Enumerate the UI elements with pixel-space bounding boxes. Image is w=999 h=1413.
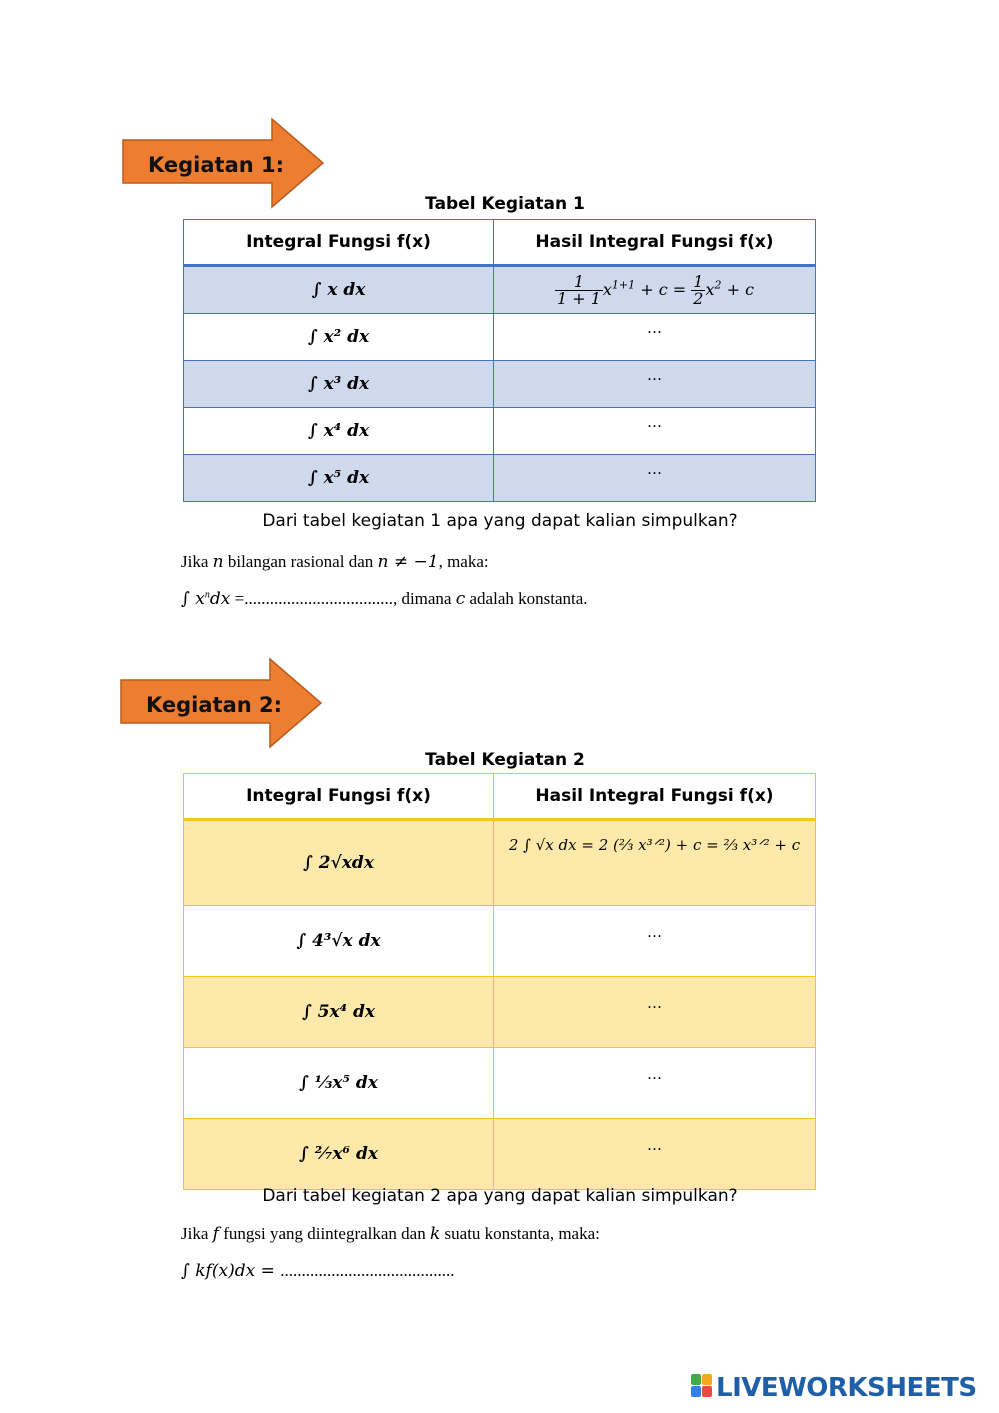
answer-blank[interactable]: … (494, 1048, 816, 1119)
column-header-result: Hasil Integral Fungsi f(x) (494, 774, 816, 820)
integral-cell: ∫ 4³√x dx (184, 906, 494, 977)
brand-name: LIVEWORKSHEETS (716, 1373, 977, 1403)
table-caption-2: Tabel Kegiatan 2 (425, 750, 585, 770)
table-kegiatan-2 (183, 773, 816, 1190)
column-header-integral: Integral Fungsi f(x) (184, 774, 494, 820)
integral-cell: ∫ x⁴ dx (184, 408, 494, 455)
question-2: Dari tabel kegiatan 2 apa yang dapat kalian simpulkan? (262, 1186, 738, 1206)
integral-cell: ∫ 2√xdx (184, 820, 494, 906)
integral-cell: ∫ x dx (184, 266, 494, 314)
answer-blank[interactable]: … (494, 906, 816, 977)
heading-kegiatan-1: Kegiatan 1: (148, 153, 285, 177)
table-row (184, 906, 816, 977)
integral-cell: ∫ x² dx (184, 314, 494, 361)
rule-line-3: Jika f fungsi yang diintegralkan dan k suatu konstanta, maka: (181, 1224, 600, 1244)
table-row (184, 408, 816, 455)
result-formula: $\frac{1}{1 + 1}$ $x^{1+1} + c$ = $\frac{1}{2}$ $x^2 + c$ (556, 271, 755, 308)
table-row (184, 314, 816, 361)
answer-blank[interactable]: … (494, 1119, 816, 1190)
table-row (184, 1048, 816, 1119)
heading-kegiatan-2: Kegiatan 2: (146, 693, 283, 717)
table-row (184, 977, 816, 1048)
result-cell (494, 266, 816, 314)
result-cell: 2 ∫ √x dx = 2 (⅔ x³ᐟ²) + c = ⅔ x³ᐟ² + c (494, 820, 816, 906)
integral-cell: ∫ ²⁄₇x⁶ dx (184, 1119, 494, 1190)
rule-line-2: ∫ $x^ndx$ =..................................., dimana c adalah konstanta. (181, 589, 588, 609)
integral-cell: ∫ ⅓x⁵ dx (184, 1048, 494, 1119)
rule-line-4: ∫ kf(x)dx = ......................................... (181, 1261, 455, 1281)
question-1: Dari tabel kegiatan 1 apa yang dapat kalian simpulkan? (262, 511, 738, 531)
table-row (184, 1119, 816, 1190)
integral-cell: ∫ x³ dx (184, 361, 494, 408)
integral-cell: ∫ x⁵ dx (184, 455, 494, 502)
answer-blank-rule-2[interactable]: ......................................... (280, 1261, 455, 1280)
answer-blank[interactable]: … (494, 361, 816, 408)
column-header-result: Hasil Integral Fungsi f(x) (494, 220, 816, 266)
answer-blank[interactable]: … (494, 455, 816, 502)
table-row (184, 266, 816, 314)
table-caption-1: Tabel Kegiatan 1 (425, 194, 585, 214)
integral-cell: ∫ 5x⁴ dx (184, 977, 494, 1048)
table-row (184, 361, 816, 408)
answer-blank[interactable]: … (494, 977, 816, 1048)
table-row (184, 820, 816, 906)
table-row (184, 455, 816, 502)
liveworksheets-logo-icon (690, 1372, 714, 1400)
answer-blank[interactable]: … (494, 408, 816, 455)
table-kegiatan-1 (183, 219, 816, 502)
answer-blank[interactable]: … (494, 314, 816, 361)
column-header-integral: Integral Fungsi f(x) (184, 220, 494, 266)
answer-blank-rule-1[interactable]: ................................... (244, 589, 393, 608)
rule-line-1: Jika n bilangan rasional dan n ≠ −1, maka: (181, 552, 489, 572)
